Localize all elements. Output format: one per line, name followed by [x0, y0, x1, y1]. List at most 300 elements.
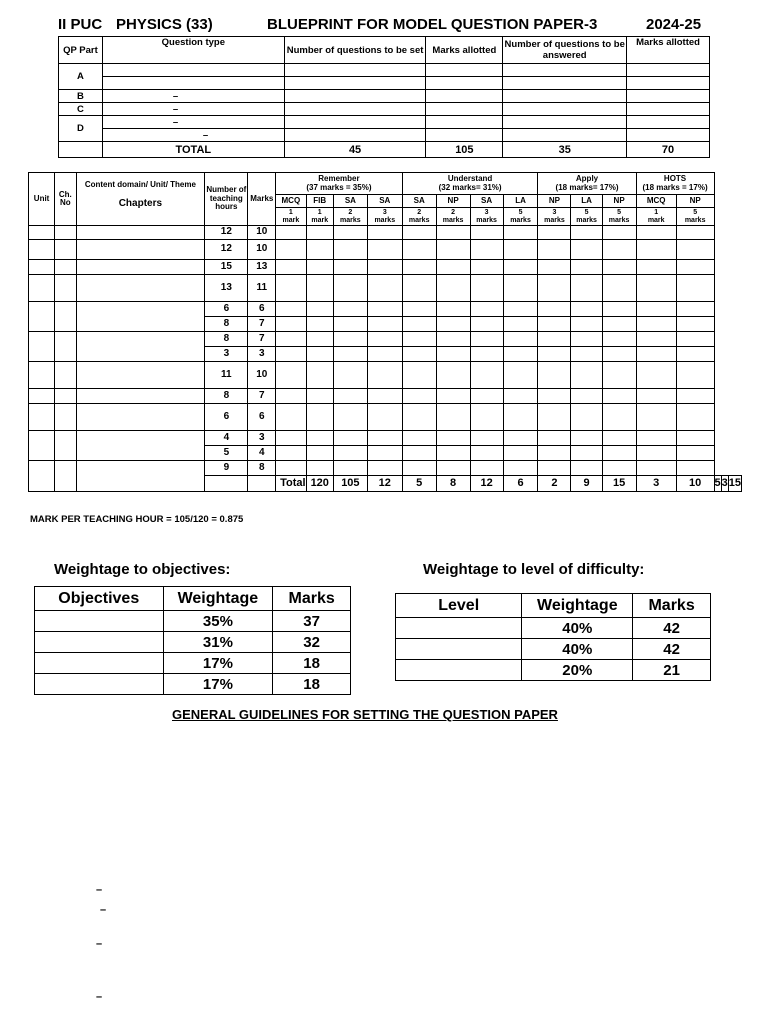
bp-empty-cell — [636, 461, 676, 476]
bp-empty-cell — [503, 240, 538, 260]
bp-chapter-row — [29, 362, 742, 389]
guideline-dash: – — [96, 938, 103, 950]
bp-empty-cell — [503, 461, 538, 476]
bp-empty-cell — [470, 404, 503, 431]
bp-total-hours: 120 — [306, 476, 333, 492]
bp-empty-cell — [470, 431, 503, 446]
bp-empty-cell — [503, 389, 538, 404]
bp-chapter-cell — [76, 332, 205, 362]
bp-chno-cell — [55, 332, 76, 362]
qp-part-c: C — [59, 103, 103, 116]
bp-chapter-row — [29, 302, 742, 317]
difficulty-header-marks: Marks — [633, 594, 711, 618]
bp-empty-cell — [402, 461, 436, 476]
bp-chapter-row — [29, 226, 742, 240]
difficulty-header-weightage: Weightage — [522, 594, 633, 618]
bp-empty-cell — [367, 332, 402, 347]
objectives-header-marks: Marks — [273, 587, 351, 611]
bp-empty-cell — [306, 332, 333, 347]
bp-qunit: mark — [647, 216, 665, 224]
bp-chno-cell — [55, 431, 76, 461]
bp-chapter-cell — [76, 240, 205, 260]
bp-empty-cell — [676, 446, 714, 461]
qp-total-marks-allotted: 70 — [627, 142, 710, 158]
qp-header-answered: Number of questions to be answered — [503, 37, 627, 64]
bp-hours-cell: 3 — [205, 347, 248, 362]
bp-marks-cell: 11 — [248, 275, 276, 302]
bp-total-value: 5 — [714, 476, 721, 492]
year-label: 2024-25 — [646, 16, 702, 33]
bp-empty-cell — [367, 260, 402, 275]
qp-header-marks-allotted: Marks allotted — [627, 37, 710, 64]
bp-chapters-label: Chapters — [118, 198, 163, 210]
bp-qnum: 2 — [417, 209, 422, 217]
bp-chno-cell — [55, 362, 76, 389]
bp-marks-cell: 8 — [248, 461, 276, 476]
bp-empty-cell — [470, 317, 503, 332]
bp-unit-cell — [29, 404, 55, 431]
bp-empty-cell — [276, 389, 306, 404]
bp-qnum: 5 — [518, 209, 523, 217]
bp-empty-cell — [503, 275, 538, 302]
bp-empty-cell — [402, 431, 436, 446]
bp-empty-cell — [333, 431, 367, 446]
bp-empty-cell — [503, 362, 538, 389]
bp-empty-cell — [402, 404, 436, 431]
bp-header-domain — [76, 173, 205, 226]
bp-hours-cell: 8 — [205, 389, 248, 404]
bp-empty-cell — [470, 240, 503, 260]
bp-empty-cell — [470, 446, 503, 461]
bp-empty-cell — [333, 226, 367, 240]
bp-total-value: 5 — [402, 476, 436, 492]
objective-marks: 37 — [273, 611, 351, 632]
bp-qnum: 2 — [348, 209, 353, 217]
bp-qmarks-cell — [436, 208, 470, 226]
bp-empty-cell — [436, 461, 470, 476]
qp-part-b: B — [59, 90, 103, 103]
bp-qtype-cell: LA — [503, 195, 538, 208]
bp-empty-cell — [306, 275, 333, 302]
bp-empty-cell — [436, 404, 470, 431]
bp-empty-cell — [367, 275, 402, 302]
bp-marks-cell: 7 — [248, 317, 276, 332]
bp-hots-sub: (18 marks = 17%) — [642, 182, 708, 192]
bp-qunit: marks — [374, 216, 396, 224]
bp-header-hours: Number of teaching hours — [205, 173, 248, 226]
bp-marks-cell: 3 — [248, 347, 276, 362]
bp-chapter-cell — [76, 404, 205, 431]
bp-empty-cell — [367, 446, 402, 461]
bp-empty-cell — [571, 240, 602, 260]
bp-empty-cell — [333, 404, 367, 431]
difficulty-weightage: 40% — [522, 639, 633, 660]
bp-empty-cell — [276, 317, 306, 332]
bp-qunit: marks — [608, 216, 630, 224]
bp-qunit: mark — [282, 216, 300, 224]
bp-empty-cell — [602, 446, 636, 461]
bp-chapter-cell — [76, 260, 205, 275]
bp-empty-cell — [676, 317, 714, 332]
bp-hours-cell: 11 — [205, 362, 248, 389]
bp-empty-cell — [436, 446, 470, 461]
bp-qtype-cell: SA — [333, 195, 367, 208]
bp-qtype-cell: NP — [436, 195, 470, 208]
bp-empty-cell — [571, 446, 602, 461]
qp-header-marks: Marks allotted — [426, 37, 503, 64]
bp-empty-cell — [538, 404, 571, 431]
bp-empty-cell — [436, 275, 470, 302]
bp-qunit: marks — [442, 216, 464, 224]
bp-qunit: marks — [510, 216, 531, 224]
bp-empty-cell — [306, 226, 333, 240]
difficulty-marks: 42 — [633, 618, 711, 639]
bp-hours-cell: 4 — [205, 431, 248, 446]
bp-empty-cell — [571, 431, 602, 446]
bp-chapter-cell — [76, 389, 205, 404]
bp-total-value: 12 — [470, 476, 503, 492]
mark-per-hour-note: MARK PER TEACHING HOUR = 105/120 = 0.875 — [30, 514, 244, 525]
bp-empty-cell — [636, 362, 676, 389]
qp-total-answered: 35 — [503, 142, 627, 158]
bp-empty-cell — [538, 260, 571, 275]
bp-chapter-row — [29, 332, 742, 347]
bp-qtype-cell: MCQ — [636, 195, 676, 208]
bp-qmarks-cell — [367, 208, 402, 226]
bp-empty-cell — [470, 347, 503, 362]
bp-empty-cell — [470, 302, 503, 317]
bp-empty-cell — [503, 302, 538, 317]
bp-empty-cell — [636, 431, 676, 446]
bp-hours-cell: 6 — [205, 302, 248, 317]
bp-marks-cell: 7 — [248, 389, 276, 404]
bp-qunit: marks — [684, 216, 706, 224]
bp-chapter-row — [29, 461, 742, 476]
blueprint-table — [28, 172, 742, 492]
bp-qunit: marks — [340, 216, 361, 224]
bp-total-value: 15 — [728, 476, 741, 492]
bp-empty-cell — [470, 461, 503, 476]
bp-hours-cell: 13 — [205, 275, 248, 302]
bp-empty-cell — [538, 317, 571, 332]
bp-empty-cell — [676, 226, 714, 240]
course-label: II PUC — [58, 16, 103, 33]
bp-qunit: marks — [408, 216, 430, 224]
bp-empty-cell — [276, 275, 306, 302]
bp-header-unit: Unit — [29, 173, 55, 226]
bp-empty-cell — [538, 389, 571, 404]
bp-empty-cell — [276, 461, 306, 476]
bp-empty-cell — [538, 240, 571, 260]
bp-total-value: 8 — [436, 476, 470, 492]
guidelines-title: GENERAL GUIDELINES FOR SETTING THE QUESTION PAPER — [172, 707, 558, 722]
objectives-table — [34, 586, 351, 695]
bp-empty-cell — [503, 347, 538, 362]
bp-qnum: 3 — [484, 209, 489, 217]
bp-empty-cell — [367, 226, 402, 240]
objectives-header-objectives: Objectives — [35, 587, 164, 611]
bp-empty-cell — [571, 389, 602, 404]
bp-empty-cell — [602, 317, 636, 332]
document-header — [58, 16, 718, 38]
bp-empty-cell — [538, 275, 571, 302]
bp-empty-cell — [276, 362, 306, 389]
bp-empty-cell — [538, 347, 571, 362]
document-title: BLUEPRINT FOR MODEL QUESTION PAPER-3 — [267, 16, 598, 33]
bp-empty-cell — [276, 446, 306, 461]
bp-qmarks-cell — [676, 208, 714, 226]
bp-chno-cell — [55, 461, 76, 492]
bp-empty-cell — [306, 461, 333, 476]
bp-header-chno: Ch. No — [55, 173, 76, 226]
bp-total-value: 15 — [602, 476, 636, 492]
bp-unit-cell — [29, 226, 55, 240]
difficulty-weightage: 40% — [522, 618, 633, 639]
bp-empty-cell — [538, 302, 571, 317]
bp-chapter-row — [29, 275, 742, 302]
bp-empty-cell — [402, 389, 436, 404]
bp-qnum: 5 — [584, 209, 589, 217]
bp-empty-cell — [538, 332, 571, 347]
objective-weightage: 35% — [163, 611, 273, 632]
bp-empty-cell — [333, 275, 367, 302]
bp-empty-cell — [676, 362, 714, 389]
bp-empty-cell — [571, 404, 602, 431]
bp-empty-cell — [676, 404, 714, 431]
bp-total-value: 9 — [571, 476, 602, 492]
bp-marks-cell: 6 — [248, 302, 276, 317]
bp-total-unit — [205, 476, 248, 492]
bp-empty-cell — [306, 240, 333, 260]
bp-empty-cell — [470, 260, 503, 275]
bp-empty-cell — [306, 389, 333, 404]
bp-hours-cell: 8 — [205, 332, 248, 347]
bp-chno-cell — [55, 260, 76, 275]
bp-empty-cell — [306, 404, 333, 431]
bp-chapter-cell — [76, 362, 205, 389]
bp-qmarks-cell — [276, 208, 306, 226]
bp-empty-cell — [402, 317, 436, 332]
bp-empty-cell — [367, 347, 402, 362]
objective-marks: 32 — [273, 632, 351, 653]
bp-qtype-cell: SA — [402, 195, 436, 208]
bp-empty-cell — [306, 260, 333, 275]
objective-weightage: 17% — [163, 674, 273, 695]
qp-total-set: 45 — [284, 142, 426, 158]
bp-empty-cell — [602, 404, 636, 431]
bp-empty-cell — [333, 260, 367, 275]
bp-empty-cell — [602, 226, 636, 240]
bp-hours-cell: 12 — [205, 240, 248, 260]
bp-empty-cell — [367, 240, 402, 260]
bp-empty-cell — [436, 362, 470, 389]
bp-empty-cell — [436, 347, 470, 362]
bp-empty-cell — [367, 389, 402, 404]
bp-empty-cell — [402, 275, 436, 302]
bp-empty-cell — [538, 226, 571, 240]
bp-empty-cell — [333, 446, 367, 461]
bp-empty-cell — [436, 240, 470, 260]
bp-qnum: 1 — [317, 209, 322, 217]
bp-chapter-row — [29, 404, 742, 431]
bp-empty-cell — [571, 226, 602, 240]
bp-empty-cell — [276, 302, 306, 317]
bp-empty-cell — [602, 302, 636, 317]
bp-header-marks: Marks — [248, 173, 276, 226]
bp-empty-cell — [503, 446, 538, 461]
bp-qmarks-cell — [636, 208, 676, 226]
bp-unit-cell — [29, 260, 55, 275]
bp-empty-cell — [636, 260, 676, 275]
bp-qtype-cell: LA — [571, 195, 602, 208]
bp-empty-cell — [602, 347, 636, 362]
bp-qmarks-cell — [402, 208, 436, 226]
bp-empty-cell — [367, 302, 402, 317]
bp-hours-cell: 12 — [205, 226, 248, 240]
bp-empty-cell — [402, 347, 436, 362]
bp-empty-cell — [367, 362, 402, 389]
bp-chno-cell — [55, 389, 76, 404]
bp-chno-cell — [55, 404, 76, 431]
bp-empty-cell — [571, 302, 602, 317]
bp-unit-cell — [29, 332, 55, 362]
bp-total-value: 3 — [636, 476, 676, 492]
bp-header-hots — [636, 173, 714, 195]
difficulty-header-level: Level — [396, 594, 522, 618]
bp-qtype-cell: SA — [470, 195, 503, 208]
bp-empty-cell — [676, 332, 714, 347]
bp-empty-cell — [276, 226, 306, 240]
bp-chapter-row — [29, 389, 742, 404]
qp-header-set: Number of questions to be set — [284, 37, 426, 64]
bp-empty-cell — [636, 226, 676, 240]
bp-qnum: 1 — [654, 209, 659, 217]
bp-empty-cell — [470, 226, 503, 240]
bp-chno-cell — [55, 226, 76, 240]
difficulty-marks: 42 — [633, 639, 711, 660]
bp-qmarks-cell — [333, 208, 367, 226]
qp-part-d: D — [59, 116, 103, 142]
bp-empty-cell — [676, 302, 714, 317]
bp-chapter-cell — [76, 275, 205, 302]
bp-chno-cell — [55, 302, 76, 332]
bp-empty-cell — [470, 275, 503, 302]
bp-empty-cell — [402, 260, 436, 275]
objective-weightage: 31% — [163, 632, 273, 653]
objective-weightage: 17% — [163, 653, 273, 674]
bp-chapter-row — [29, 260, 742, 275]
bp-empty-cell — [636, 240, 676, 260]
bp-marks-cell: 10 — [248, 362, 276, 389]
bp-qmarks-cell — [571, 208, 602, 226]
bp-qunit: marks — [476, 216, 497, 224]
bp-hours-cell: 6 — [205, 404, 248, 431]
guideline-dash: – — [100, 904, 107, 916]
bp-empty-cell — [306, 347, 333, 362]
bp-total-value: 10 — [676, 476, 714, 492]
qp-part-a: A — [59, 64, 103, 90]
bp-domain-label: Content domain/ Unit/ Theme — [84, 180, 196, 189]
bp-empty-cell — [602, 431, 636, 446]
bp-empty-cell — [602, 362, 636, 389]
bp-total-chno — [248, 476, 276, 492]
difficulty-marks: 21 — [633, 660, 711, 681]
bp-unit-cell — [29, 431, 55, 461]
bp-marks-cell: 6 — [248, 404, 276, 431]
bp-empty-cell — [402, 446, 436, 461]
bp-empty-cell — [333, 389, 367, 404]
bp-unit-cell — [29, 240, 55, 260]
bp-hours-cell: 15 — [205, 260, 248, 275]
bp-qunit: mark — [311, 216, 329, 224]
bp-header-understand — [402, 173, 538, 195]
bp-total-label: Total — [276, 476, 306, 492]
bp-marks-cell: 4 — [248, 446, 276, 461]
bp-unit-cell — [29, 461, 55, 492]
bp-empty-cell — [276, 347, 306, 362]
bp-empty-cell — [503, 260, 538, 275]
difficulty-title: Weightage to level of difficulty: — [423, 561, 645, 578]
bp-empty-cell — [276, 404, 306, 431]
bp-empty-cell — [402, 362, 436, 389]
bp-chapter-row — [29, 431, 742, 446]
objective-marks: 18 — [273, 674, 351, 695]
difficulty-table — [395, 593, 711, 681]
bp-chno-cell — [55, 240, 76, 260]
bp-chno-cell — [55, 275, 76, 302]
bp-understand-sub: (32 marks= 31%) — [438, 182, 502, 192]
bp-apply-sub: (18 marks= 17%) — [555, 182, 619, 192]
bp-qnum: 5 — [693, 209, 698, 217]
bp-empty-cell — [436, 226, 470, 240]
bp-empty-cell — [306, 317, 333, 332]
objectives-title: Weightage to objectives: — [54, 561, 231, 578]
bp-empty-cell — [402, 332, 436, 347]
bp-empty-cell — [676, 389, 714, 404]
bp-empty-cell — [306, 446, 333, 461]
qp-header-part: QP Part — [59, 37, 103, 64]
bp-qtype-cell: MCQ — [276, 195, 306, 208]
bp-qunit: marks — [576, 216, 597, 224]
bp-total-value: 3 — [721, 476, 728, 492]
qp-dash: – — [102, 103, 284, 116]
bp-empty-cell — [538, 362, 571, 389]
bp-total-value: 2 — [538, 476, 571, 492]
guideline-dash: – — [96, 991, 103, 1003]
bp-qmarks-cell — [306, 208, 333, 226]
bp-empty-cell — [402, 302, 436, 317]
bp-empty-cell — [602, 389, 636, 404]
subject-label: PHYSICS (33) — [116, 16, 213, 33]
bp-empty-cell — [503, 226, 538, 240]
bp-qtype-cell: SA — [367, 195, 402, 208]
bp-qmarks-cell — [538, 208, 571, 226]
bp-empty-cell — [276, 431, 306, 446]
objectives-header-weightage: Weightage — [163, 587, 273, 611]
bp-empty-cell — [571, 332, 602, 347]
bp-chapter-cell — [76, 431, 205, 461]
bp-qmarks-cell — [602, 208, 636, 226]
bp-hots-title: HOTS — [663, 174, 687, 184]
bp-empty-cell — [436, 389, 470, 404]
bp-total-value: 6 — [503, 476, 538, 492]
bp-chapter-cell — [76, 302, 205, 332]
bp-empty-cell — [636, 332, 676, 347]
bp-hours-cell: 8 — [205, 317, 248, 332]
difficulty-weightage: 20% — [522, 660, 633, 681]
bp-empty-cell — [306, 431, 333, 446]
bp-qunit: marks — [544, 216, 565, 224]
